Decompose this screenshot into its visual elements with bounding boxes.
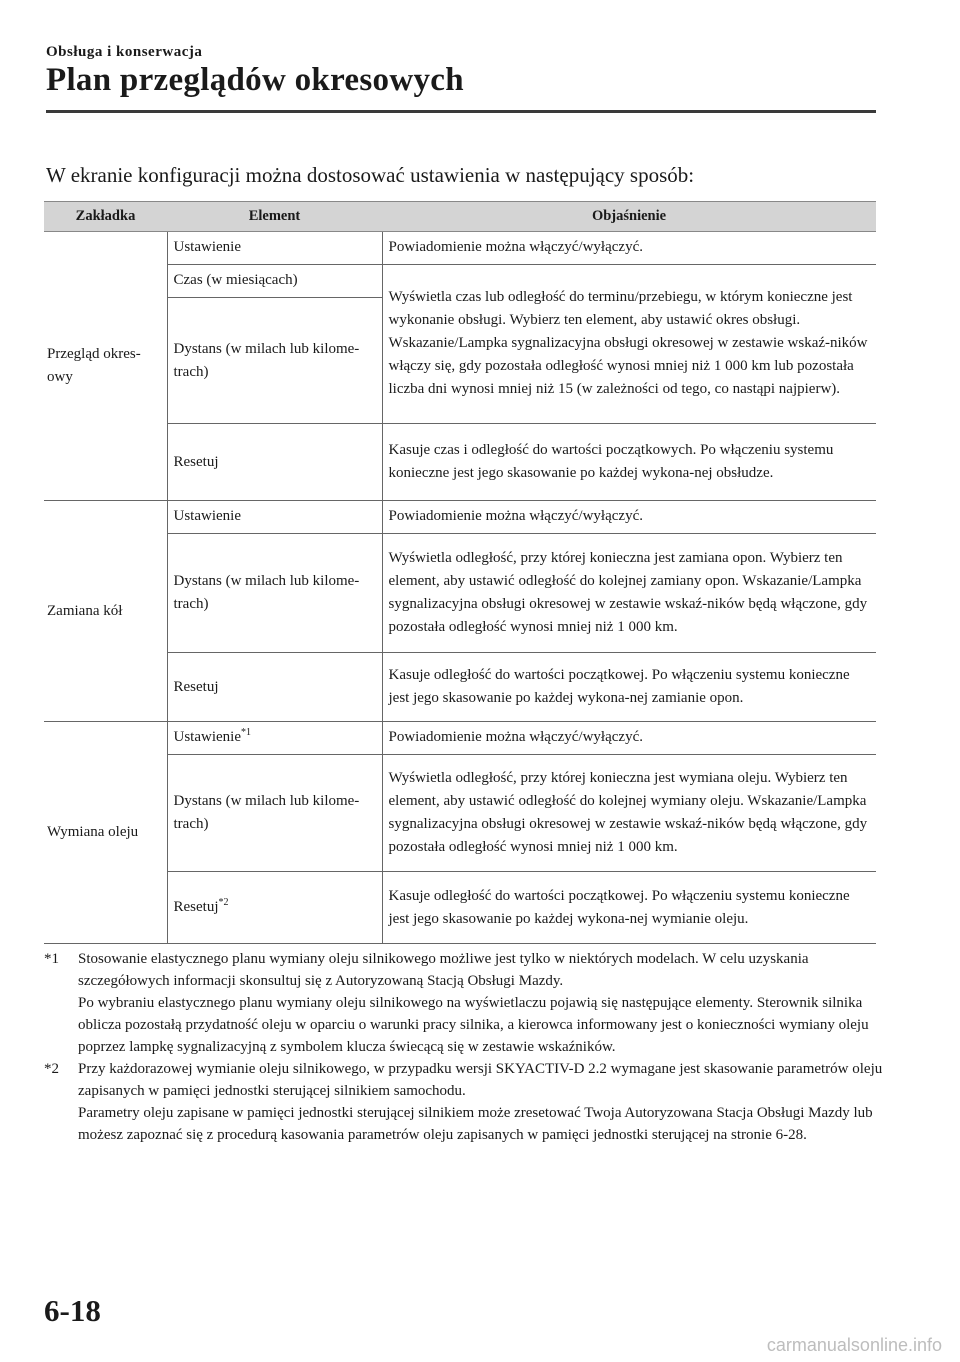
watermark: carmanualsonline.info: [766, 1335, 942, 1355]
column-header-tab: Zakładka: [44, 202, 167, 232]
table-row: [44, 872, 876, 944]
element-cell: Dystans (w milach lub kilome-trach): [167, 755, 382, 872]
footnote-ref: *1: [240, 727, 251, 738]
description-cell: Wyświetla czas lub odległość do terminu/przebiegu, w którym konieczne jest wykonanie obsługi. Wybierz ten element, aby ustawić okres obsługi. Wskazanie/Lampka sygnalizacyjna obsługi okresowej w zestawie wskaź-ników włączy się, gdy pozostała odległość wynosi mniej niż 1 000 km lub pozostała liczba dni wynosi mniej niż 15 (w zależności od tego, co nastąpi najpierw).: [382, 265, 876, 424]
element-cell: [167, 872, 382, 944]
column-header-description: Objaśnienie: [382, 202, 876, 232]
footnote-paragraph: Parametry oleju zapisane w pamięci jednostki sterującej silnikiem może zresetować Twoja Autoryzowana Stacja Obsługi Mazdy lub możesz zapoznać się z procedurą kasowania parametrów oleju zapisanych w pamięci jednostki sterującej na stronie 6-28.: [78, 1105, 873, 1143]
footnotes: [44, 948, 884, 1146]
element-cell: Dystans (w milach lub kilome-trach): [167, 534, 382, 653]
intro-text: W ekranie konfiguracji można dostosować ustawienia w następujący sposób:: [46, 163, 695, 187]
table-row: [44, 722, 876, 755]
footnote-paragraph: Stosowanie elastycznego planu wymiany oleju silnikowego możliwe jest tylko w niektórych modelach. W celu uzyskania szczegółowych informacji skonsultuj się z Autoryzowaną Stacją Obsługi Mazdy.: [78, 951, 809, 989]
description-cell: Wyświetla odległość, przy której konieczna jest zamiana opon. Wybierz ten element, aby ustawić odległość do kolejnej zamiany opon. Wskazanie/Lampka sygnalizacyjna obsługi okresowej w zestawie wskaź-ników będą włączone, gdy pozostała odległość wynosi mniej niż 1 000 km.: [382, 534, 876, 653]
description-cell: Powiadomienie można włączyć/wyłączyć.: [382, 722, 876, 755]
table-row: [44, 232, 876, 265]
description-cell: Wyświetla odległość, przy której konieczna jest wymiana oleju. Wybierz ten element, aby ustawić odległość do kolejnej wymiany oleju. Wskazanie/Lampka sygnalizacyjna obsługi okresowej w zestawie wskaź-ników będą włączone, gdy pozostała odległość wynosi mniej niż 1 000 km.: [382, 755, 876, 872]
tab-cell-tire-rotation: Zamiana kół: [44, 501, 167, 722]
section-label: Obsługa i konserwacja: [46, 44, 203, 60]
element-cell: Ustawienie: [167, 232, 382, 265]
description-cell: Powiadomienie można włączyć/wyłączyć.: [382, 232, 876, 265]
table-row: [44, 534, 876, 653]
table-row: [44, 501, 876, 534]
element-cell: Resetuj: [167, 424, 382, 501]
footnote-2: [44, 1058, 884, 1146]
element-cell: [167, 722, 382, 755]
page-number: 6-18: [44, 1293, 101, 1328]
table-header-row: [44, 202, 876, 232]
footnote-paragraph: Po wybraniu elastycznego planu wymiany oleju silnikowego na wyświetlaczu pojawią się następujące elementy. Sterownik silnika oblicza pozostałą przydatność oleju w oparciu o warunki pracy silnika, a kierowca informowany jest o konieczności wymiany oleju poprzez lampkę sygnalizacyjną z symbolem klucza świecącą się w zestawie wskaźników.: [78, 995, 869, 1055]
element-label: Ustawienie: [173, 729, 241, 745]
title-divider: [46, 110, 876, 113]
table-row: [44, 265, 876, 298]
element-cell: Resetuj: [167, 653, 382, 722]
description-cell: Kasuje odległość do wartości początkowej. Po włączeniu systemu konieczne jest jego skasowanie po każdej wykona-nej zamianie opon.: [382, 653, 876, 722]
description-cell: Kasuje czas i odległość do wartości początkowych. Po włączeniu systemu konieczne jest jego skasowanie po każdej wykona-nej obsłudze.: [382, 424, 876, 501]
tab-cell-oil-change: Wymiana oleju: [44, 722, 167, 944]
description-cell: Kasuje odległość do wartości początkowej. Po włączeniu systemu konieczne jest jego skasowanie po każdej wykona-nej wymianie oleju.: [382, 872, 876, 944]
footnote-paragraph: Przy każdorazowej wymianie oleju silnikowego, w przypadku wersji SKYACTIV-D 2.2 wymagane jest skasowanie parametrów oleju zapisanych w pamięci jednostki sterującej silnikiem samochodu.: [78, 1061, 883, 1099]
column-header-element: Element: [167, 202, 382, 232]
footnote-1: [44, 948, 884, 1058]
tab-cell-periodic-service: Przegląd okres-owy: [44, 232, 167, 501]
element-cell: Czas (w miesiącach): [167, 265, 382, 298]
table-row: [44, 653, 876, 722]
element-cell: Ustawienie: [167, 501, 382, 534]
settings-table: [44, 201, 876, 944]
description-cell: Powiadomienie można włączyć/wyłączyć.: [382, 501, 876, 534]
footnote-mark: *1: [44, 951, 59, 967]
element-label: Resetuj: [173, 899, 219, 915]
footnote-mark: *2: [44, 1061, 59, 1077]
footnote-ref: *2: [218, 897, 229, 908]
page-title: Plan przeglądów okresowych: [46, 62, 464, 98]
table-row: [44, 424, 876, 501]
element-cell: Dystans (w milach lub kilome-trach): [167, 298, 382, 424]
table-row: [44, 755, 876, 872]
